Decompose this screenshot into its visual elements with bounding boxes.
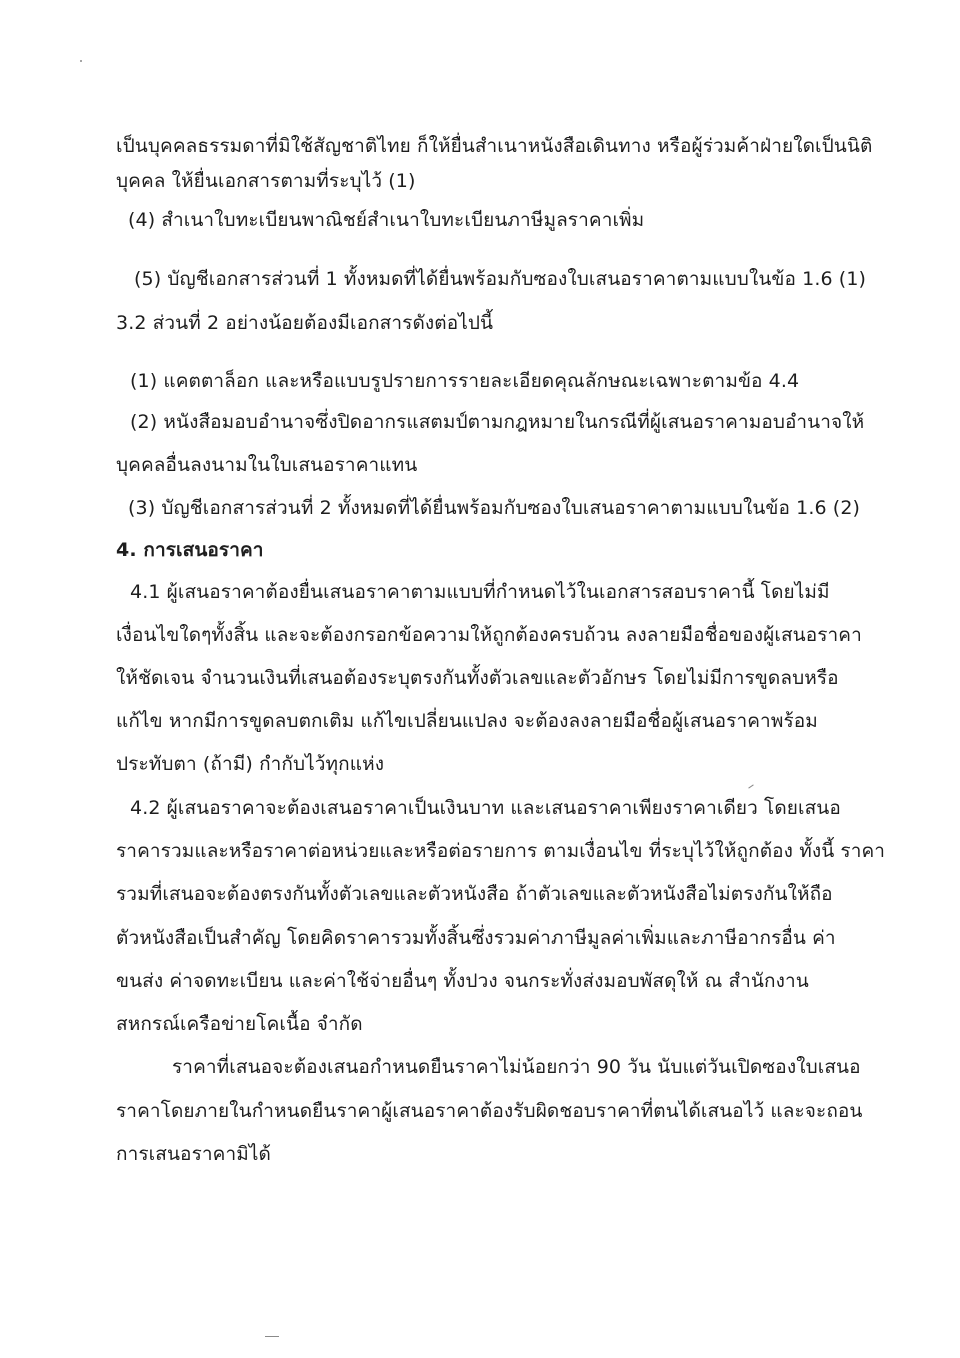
text-line-12: เงื่อนไขใดๆทั้งสิ้น และจะต้องกรอกข้อความให้ถูกต้องครบถ้วน ลงลายมือชื่อของผู้เสนอราคา [116,624,862,646]
text-line-1: เป็นบุคคลธรรมดาที่มิใช้สัญชาติไทย ก็ให้ยื่นสำเนาหนังสือเดินทาง หรือผู้ร่วมค้าฝ่ายใดเป็นนิติ [116,135,873,157]
scan-speck [265,1336,279,1337]
text-line-16: 4.2 ผู้เสนอราคาจะต้องเสนอราคาเป็นเงินบาท และเสนอราคาเพียงราคาเดียว โดยเสนอ [130,797,841,819]
text-line-15: ประทับตา (ถ้ามี) กำกับไว้ทุกแห่ง [116,753,385,775]
text-line-4: (5) บัญชีเอกสารส่วนที่ 1 ทั้งหมดที่ได้ยื่นพร้อมกับซองใบเสนอราคาตามแบบในข้อ 1.6 (1) [134,268,867,290]
text-line-18: รวมที่เสนอจะต้องตรงกันทั้งตัวเลขและตัวหนังสือ ถ้าตัวเลขและตัวหนังสือไม่ตรงกันให้ถือ [116,883,833,905]
text-line-7: (2) หนังสือมอบอำนาจซึ่งปิดอากรแสตมป์ตามกฎหมายในกรณีที่ผู้เสนอราคามอบอำนาจให้ [130,411,865,433]
text-line-2: บุคคล ให้ยื่นเอกสารตามที่ระบุไว้ (1) [116,170,416,192]
text-line-5: 3.2 ส่วนที่ 2 อย่างน้อยต้องมีเอกสารดังต่อไปนี้ [116,312,494,334]
text-line-13: ให้ชัดเจน จำนวนเงินที่เสนอต้องระบุตรงกันทั้งตัวเลขและตัวอักษร โดยไม่มีการขูดลบหรือ [116,667,839,689]
scan-speck [748,784,753,788]
text-line-23: ราคาโดยภายในกำหนดยืนราคาผู้เสนอราคาต้องรับผิดชอบราคาที่ตนได้เสนอไว้ และจะถอน [116,1100,863,1122]
text-line-24: การเสนอราคามิได้ [116,1143,271,1165]
text-line-17: ราคารวมและหรือราคาต่อหน่วยและหรือต่อรายการ ตามเงื่อนไข ที่ระบุไว้ให้ถูกต้อง ทั้งนี้ ราคา [116,840,886,862]
section-heading: 4. การเสนอราคา [116,539,264,561]
text-line-19: ตัวหนังสือเป็นสำคัญ โดยคิดราคารวมทั้งสิ้นซึ่งรวมค่าภาษีมูลค่าเพิ่มและภาษีอากรอื่น ค่า [116,927,836,949]
text-line-14: แก้ไข หากมีการขูดลบตกเติม แก้ไขเปลี่ยนแปลง จะต้องลงลายมือชื่อผู้เสนอราคาพร้อม [116,710,818,732]
text-line-3: (4) สำเนาใบทะเบียนพาณิชย์สำเนาใบทะเบียนภาษีมูลราคาเพิ่ม [128,209,645,231]
text-line-8: บุคคลอื่นลงนามในใบเสนอราคาแทน [116,454,418,476]
text-line-22: ราคาที่เสนอจะต้องเสนอกำหนดยืนราคาไม่น้อยกว่า 90 วัน นับแต่วันเปิดซองใบเสนอ [172,1056,861,1078]
scan-speck [80,60,82,62]
text-line-11: 4.1 ผู้เสนอราคาต้องยื่นเสนอราคาตามแบบที่กำหนดไว้ในเอกสารสอบราคานี้ โดยไม่มี [130,581,830,603]
text-line-6: (1) แคตตาล็อก และหรือแบบรูปรายการรายละเอียดคุณลักษณะเฉพาะตามข้อ 4.4 [130,370,800,392]
text-line-20: ขนส่ง ค่าจดทะเบียน และค่าใช้จ่ายอื่นๆ ทั้งปวง จนกระทั่งส่งมอบพัสดุให้ ณ สำนักงาน [116,970,809,992]
text-line-21: สหกรณ์เครือข่ายโคเนื้อ จำกัด [116,1013,363,1035]
text-line-9: (3) บัญชีเอกสารส่วนที่ 2 ทั้งหมดที่ได้ยื่นพร้อมกับซองใบเสนอราคาตามแบบในข้อ 1.6 (2) [128,497,861,519]
